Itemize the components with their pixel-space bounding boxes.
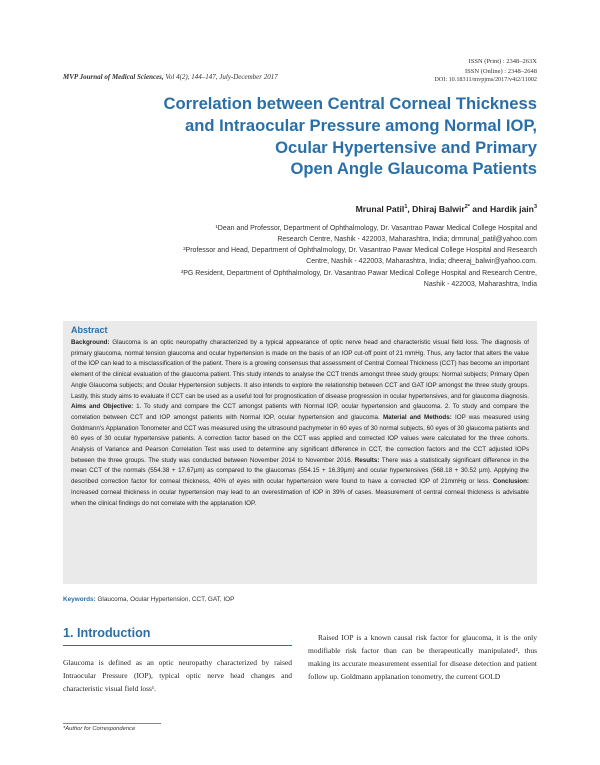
- correspondence-note: *Author for Correspondence: [63, 726, 136, 732]
- section-heading-introduction: 1. Introduction: [63, 626, 151, 640]
- affiliation-line: Nashik - 422003, Maharashtra, India: [423, 281, 537, 288]
- intro-column-2: Raised IOP is a known causal risk factor for glaucoma, it is the only modifiable risk factor than can be therapeutically manipulated², thus making its accurate measurement essential for disease detection and patient follow up. Goldmann applanation tonometry, the current GOLD: [308, 633, 537, 681]
- title-line: Ocular Hypertensive and Primary: [275, 137, 537, 157]
- author-affil-mark: 2*: [464, 204, 470, 211]
- abstract-label-conclusion: Conclusion:: [490, 478, 529, 486]
- article-title: [57, 93, 537, 180]
- abstract-label-aims: Aims and Objective:: [71, 403, 134, 411]
- journal-citation: [63, 73, 278, 81]
- abstract-methods-text: IOP was measured using Goldmann's Applanation Tonometer and CCT was measured using the ultrasound pachymeter in 60 eyes of 30 normal subjects, 60 eyes of 30 glaucoma patients and 60 eyes of 30 ocular hypertensive patients. A correction factor based on the CCT was applied and corrected IOP values were calculated for the three cohorts. Analysis of Variance and Pearson Correlation Test was used to determine any significant difference in CCT, the correction factors and the CCT adjusted IOPs between the three groups. The study was conducted between November 2014 to November 2016.: [71, 413, 529, 464]
- issn-online: ISSN (Online) : 2348–2648: [464, 67, 537, 75]
- affiliation-line: Centre, Nashik - 422003, Maharashtra, India; dheeraj_balwir@yahoo.com.: [306, 258, 537, 265]
- affiliation-line: Research Centre, Nashik - 422003, Maharashtra, India; drmrunal_patil@yahoo.com: [277, 236, 537, 243]
- title-line: Correlation between Central Corneal Thickness: [163, 94, 537, 113]
- affiliation-line: ³PG Resident, Department of Ophthalmology, Dr. Vasantrao Pawar Medical College Hospital and Research Centre,: [180, 270, 537, 277]
- author-name: Hardik jain: [489, 204, 534, 214]
- abstract-body: [71, 338, 529, 509]
- journal-name: MVP Journal of Medical Sciences,: [63, 73, 164, 81]
- author-separator: ,: [407, 204, 413, 214]
- abstract-label-results: Results:: [352, 456, 380, 464]
- author-separator: and: [469, 204, 490, 214]
- intro-column-1: Glaucoma is defined as an optic neuropathy characterized by raised Intraocular Pressure (IOP), typical optic nerve head changes and characteristic visual field loss¹.: [63, 658, 292, 693]
- affiliation-line: ²Professor and Head, Department of Ophthalmology, Dr. Vasantrao Pawar Medical College Hospital and Research: [183, 247, 537, 254]
- abstract-label-methods: Material and Methods:: [379, 413, 452, 421]
- abstract-label-background: Background:: [71, 339, 110, 346]
- author-affil-mark: 1: [404, 204, 408, 211]
- abstract-results-text: There was a statistically significant difference in the mean CCT of the normals (554.38 + 17.67µm) as compared to the glaucomas (554.15 + 16.39µm) and ocular hypertensives (568.18 + 30.52 µm). Applying the described correction factor for corneal thickness, 40% of eyes with ocular hypertension were found to have a corrected IOP of 21mmHg or less.: [71, 456, 529, 486]
- footnote-divider: [63, 723, 161, 724]
- abstract-heading: Abstract: [71, 325, 108, 335]
- issn-print: ISSN (Print) : 2348–263X: [468, 58, 537, 65]
- issn-block: [465, 57, 537, 76]
- author-name: Mrunal Patil: [355, 204, 405, 214]
- section-divider: [63, 645, 292, 646]
- author-name: Dhiraj Balwir: [412, 204, 465, 214]
- abstract-conclusion-text: Increased corneal thickness in ocular hypertension may lead to an overestimation of IOP in 39% of cases. Measurement of central corneal thickness is advisable when the clinical findings do not correlate with the applanation IOP.: [71, 488, 529, 507]
- title-line: Open Angle Glaucoma Patients: [290, 159, 537, 179]
- keywords-label: Keywords:: [63, 596, 96, 603]
- abstract-aims-text: 1. To study and compare the CCT amongst patients with Normal IOP, ocular hypertension and glaucoma. 2. To study and compare the correlation between CCT and IOP amongst patients with Normal IOP, ocular hypertension and glaucoma.: [71, 403, 529, 421]
- title-line: and Intraocular Pressure among Normal IOP,: [185, 115, 537, 135]
- affiliation-line: ¹Dean and Professor, Department of Ophthalmology, Dr. Vasantrao Pawar Medical College Hospital and: [215, 225, 537, 232]
- keywords: [63, 596, 234, 603]
- author-affil-mark: 3: [533, 204, 537, 211]
- author-list: [356, 204, 537, 214]
- doi: DOI: 10.18311/mvpjms/2017/v4i2/11002: [434, 76, 537, 83]
- journal-issue: Vol 4(2), 144–147, July-December 2017: [163, 73, 278, 81]
- abstract-background-text: Glaucoma is an optic neuropathy characterized by a typical appearance of optic nerve head and characteristic visual field loss. The diagnosis of primary glaucoma, normal tension glaucoma and ocular hypertension is made on the basis of an IOP cut-off point of 21 mmHg. Thus, any factor that alters the value of the IOP can lead to a misclassification of the patient. There is a growing consensus that assessment of Central Corneal Thickness (CCT) has become an important element of the clinical evaluation of the glaucoma patient. This study intends to analyse the CCT trends amongst three study groups: Normal subjects; Primary Open Angle Glaucoma subjects; and Ocular Hypertension subjects. It also intends to explore the relationship between CCT and GAT IOP amongst the three study groups. Lastly, this study aims to evaluate if CCT can be used as a useful tool for prognostication of disease progression in ocular hypertensives, and for glaucoma diagnosis.: [71, 339, 529, 400]
- keywords-text: Glaucoma, Ocular Hypertension, CCT, GAT, IOP: [95, 596, 235, 603]
